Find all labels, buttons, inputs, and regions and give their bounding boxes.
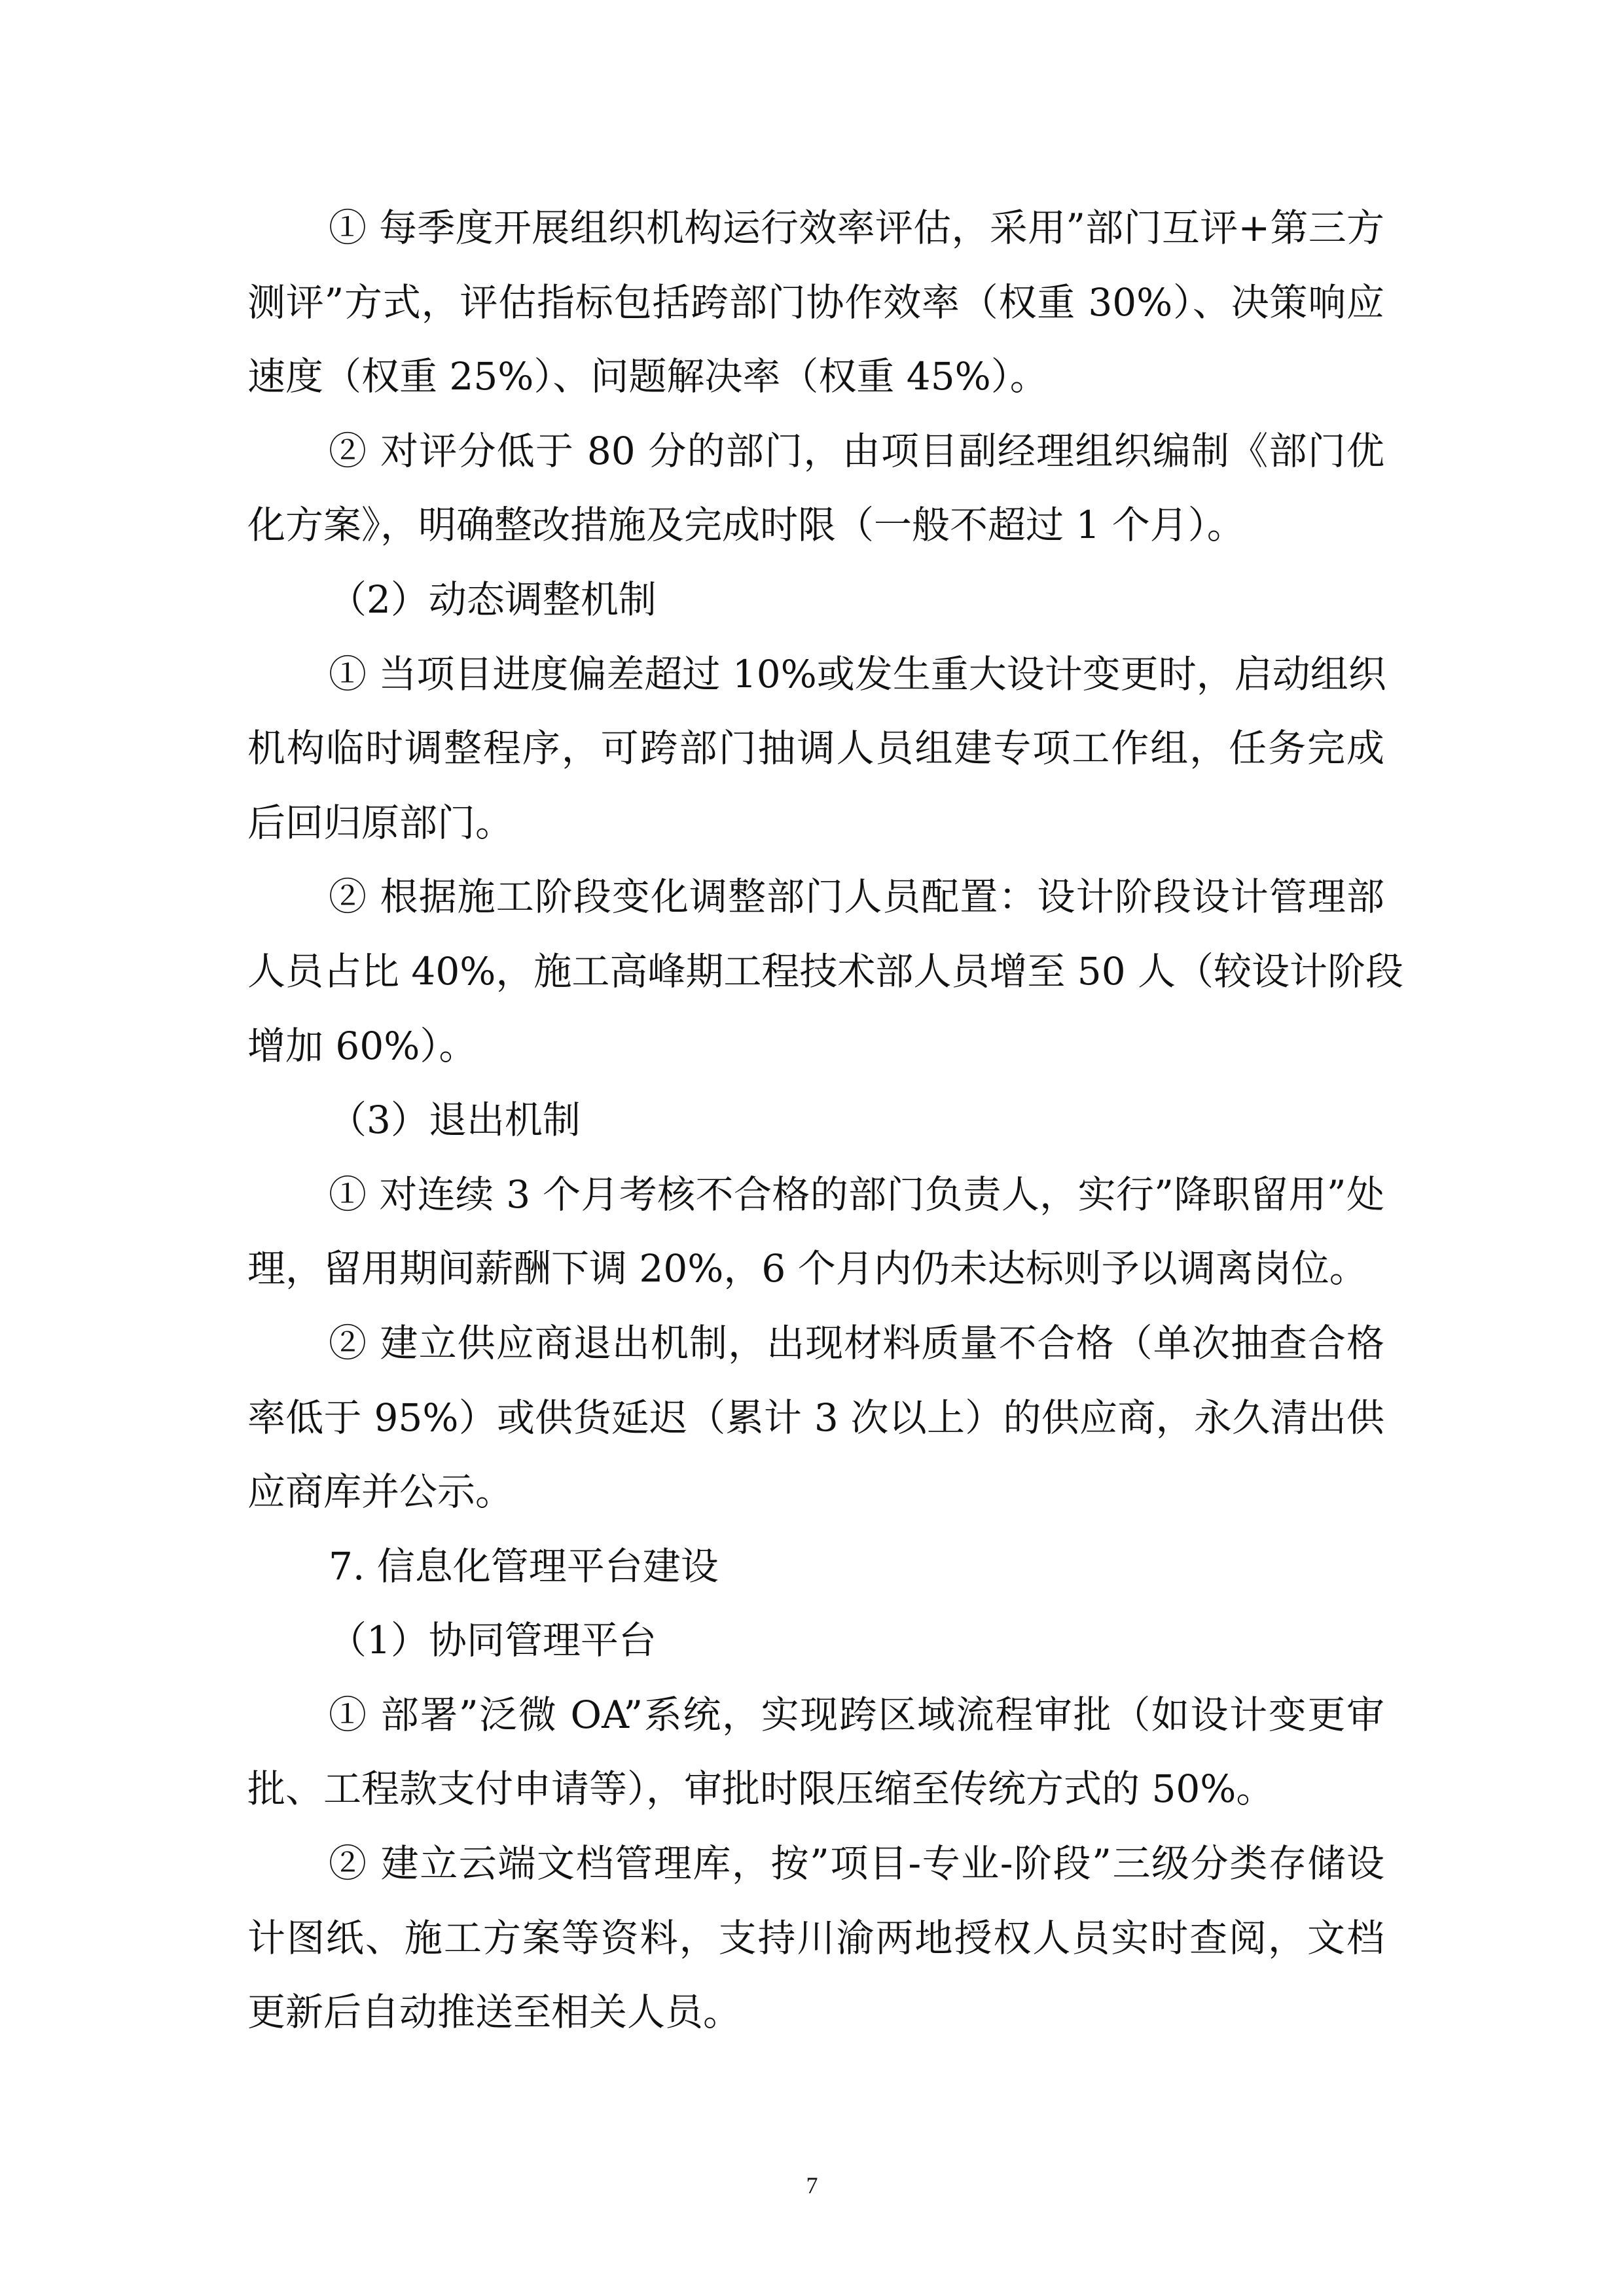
paragraph [247, 1158, 1384, 1306]
text-line: ① 当项目进度偏差超过 10%或发生重大设计变更时，启动组织 [329, 651, 1386, 696]
text-line: ① 部署”泛微 OA”系统，实现跨区域流程审批（如设计变更审 [329, 1692, 1384, 1737]
text-line: 理，留用期间薪酬下调 20%，6 个月内仍未达标则予以调离岗位。 [247, 1246, 1367, 1291]
section-heading [247, 1530, 1384, 1604]
text-line: 速度（权重 25%）、问题解决率（权重 45%）。 [247, 354, 1048, 399]
text-line: （3）退出机制 [329, 1098, 581, 1143]
text-line: 批、工程款支付申请等），审批时限压缩至传统方式的 50%。 [247, 1767, 1274, 1812]
text-line: 测评”方式，评估指标包括跨部门协作效率（权重 30%）、决策响应 [247, 279, 1384, 325]
document-body [247, 191, 1404, 2050]
text-line: 化方案》，明确整改措施及完成时限（一般不超过 1 个月）。 [247, 503, 1245, 548]
text-line: 后回归原部门。 [247, 800, 514, 845]
paragraph [247, 860, 1404, 1083]
text-line: 7. 信息化管理平台建设 [329, 1543, 719, 1588]
text-line: ② 建立云端文档管理库，按”项目-专业-阶段”三级分类存储设 [329, 1841, 1384, 1886]
paragraph [247, 1678, 1384, 1827]
text-line: 机构临时调整程序，可跨部门抽调人员组建专项工作组，任务完成 [247, 726, 1384, 771]
text-line: 应商库并公示。 [247, 1469, 514, 1515]
text-line: ① 对连续 3 个月考核不合格的部门负责人，实行”降职留用”处 [329, 1172, 1384, 1217]
text-line: ② 对评分低于 80 分的部门，由项目副经理组织编制《部门优 [329, 428, 1384, 473]
text-line: 率低于 95%）或供货延迟（累计 3 次以上）的供应商，永久清出供 [247, 1395, 1384, 1440]
paragraph [247, 637, 1384, 861]
text-line: （2）动态调整机制 [329, 577, 657, 622]
paragraph [247, 1827, 1384, 2050]
text-line: 人员占比 40%，施工高峰期工程技术部人员增至 50 人（较设计阶段 [247, 948, 1404, 994]
text-line: 更新后自动推送至相关人员。 [247, 1990, 742, 2035]
section-heading [247, 1083, 1384, 1158]
paragraph [247, 191, 1384, 414]
text-line: 计图纸、施工方案等资料，支持川渝两地授权人员实时查阅，文档 [247, 1915, 1384, 1960]
text-line: ② 建立供应商退出机制，出现材料质量不合格（单次抽查合格 [329, 1320, 1384, 1365]
text-line: 增加 60%）。 [247, 1023, 477, 1068]
text-line: ② 根据施工阶段变化调整部门人员配置：设计阶段设计管理部 [329, 874, 1384, 920]
section-heading [247, 1604, 1384, 1678]
text-line: （1）协同管理平台 [329, 1618, 657, 1663]
page-number: 7 [806, 2172, 818, 2198]
paragraph [247, 1306, 1384, 1530]
paragraph [247, 414, 1384, 563]
text-line: ① 每季度开展组织机构运行效率评估，采用”部门互评+第三方 [329, 206, 1384, 250]
section-heading [247, 563, 1384, 637]
